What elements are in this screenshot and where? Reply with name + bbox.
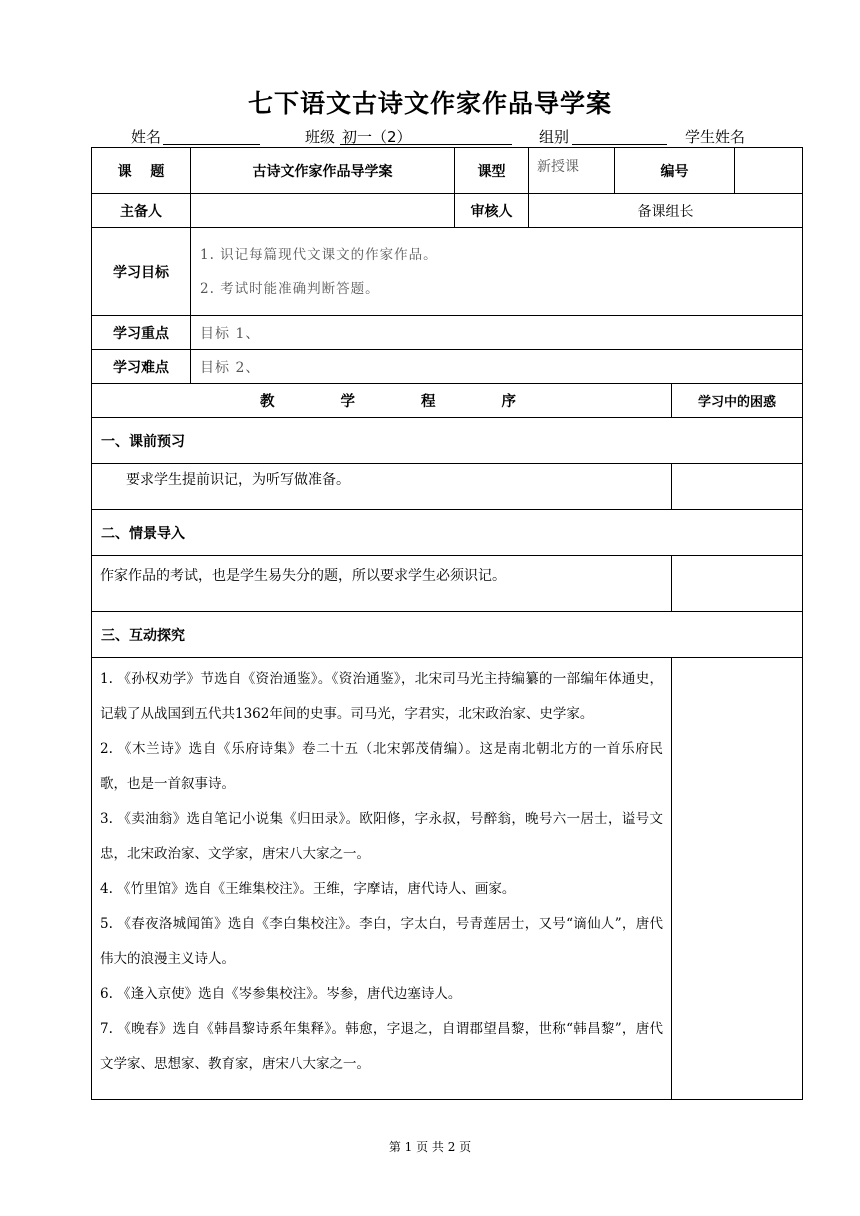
explore-item-4: 4. 《竹里馆》选自《王维集校注》。王维，字摩诘，唐代诗人、画家。: [100, 881, 516, 897]
procedure-char-3: 程: [421, 394, 436, 410]
explore-content-row: [92, 658, 803, 1100]
intro-section-title: 二、情景导入: [92, 510, 803, 556]
number-value[interactable]: [735, 148, 803, 194]
difficulty-value: 目标 2、: [191, 350, 803, 384]
focus-row: [92, 316, 803, 350]
intro-confusion-cell[interactable]: [672, 556, 803, 612]
intro-content-row: [92, 556, 803, 612]
explore-item-2: 2. 《木兰诗》选自《乐府诗集》卷二十五（北宋郭茂倩编）。这是南北朝北方的一首乐府民歌，也是一首叙事诗。: [100, 741, 663, 792]
class-blank[interactable]: [340, 144, 512, 145]
student-info-line: [0, 124, 860, 148]
preview-section-title: 一、课前预习: [92, 418, 803, 464]
explore-item-1: 1. 《孙权劝学》节选自《资治通鉴》。《资治通鉴》，北宋司马光主持编纂的一部编年体通史，记载了从战国到五代共1362年间的史事。司马光，字君实，北宋政治家、史学家。: [100, 671, 663, 722]
explore-item-5: 5. 《春夜洛城闻笛》选自《李白集校注》。李白，字太白，号青莲居士，又号“谪仙人”，唐代伟大的浪漫主义诗人。: [100, 916, 663, 967]
explore-item-7: 7. 《晚春》选自《韩昌黎诗系年集释》。韩愈，字退之，自谓郡望昌黎，世称“韩昌黎”，唐代文学家、思想家、教育家，唐宋八大家之一。: [100, 1021, 663, 1072]
objectives-cell: [191, 228, 803, 316]
class-label: 班级: [305, 128, 336, 146]
page-footer: 第 1 页 共 2 页: [388, 1140, 472, 1154]
confusion-header: 学习中的困惑: [672, 384, 803, 418]
group-blank[interactable]: [572, 144, 667, 145]
name-blank[interactable]: [163, 144, 260, 145]
topic-value: 古诗文作家作品导学案: [191, 148, 455, 194]
explore-item-3: 3. 《卖油翁》选自笔记小说集《归田录》。欧阳修，字永叔，号醉翁，晚号六一居士，谥号文忠，北宋政治家、文学家，唐宋八大家之一。: [100, 811, 663, 862]
preview-title-row: [92, 418, 803, 464]
preview-confusion-cell[interactable]: [672, 464, 803, 510]
type-label: 课型: [455, 148, 529, 194]
name-label: 姓名: [131, 128, 162, 146]
explore-item-6: 6. 《逢入京使》选自《岑参集校注》。岑参，唐代边塞诗人。: [100, 986, 462, 1002]
difficulty-row: [92, 350, 803, 384]
document-title: 七下语文古诗文作家作品导学案: [247, 89, 612, 118]
topic-label: 课 题: [92, 148, 191, 194]
intro-title-row: [92, 510, 803, 556]
intro-text: 作家作品的考试，也是学生易失分的题，所以要求学生必须识记。: [92, 556, 672, 612]
preparer-label: 主备人: [92, 194, 191, 228]
difficulty-label: 学习难点: [92, 350, 191, 384]
objectives-row: [92, 228, 803, 316]
procedure-char-4: 序: [501, 394, 516, 410]
topic-row: [92, 148, 803, 194]
explore-title-row: [92, 612, 803, 658]
focus-value: 目标 1、: [191, 316, 803, 350]
objective-2: 2. 考试时能准确判断答题。: [200, 280, 380, 297]
explore-section-title: 三、互动探究: [92, 612, 803, 658]
procedure-char-2: 学: [340, 394, 355, 410]
preparer-row: [92, 194, 803, 228]
reviewer-value: 备课组长: [529, 194, 803, 228]
reviewer-label: 审核人: [455, 194, 529, 228]
procedure-header: [92, 384, 672, 418]
preparer-value[interactable]: [191, 194, 455, 228]
focus-label: 学习重点: [92, 316, 191, 350]
lesson-plan-table: [91, 147, 803, 1100]
objective-1: 1. 识记每篇现代文课文的作家作品。: [200, 246, 438, 263]
preview-text: 要求学生提前识记，为听写做准备。: [92, 464, 672, 510]
type-value: 新授课: [529, 148, 615, 194]
explore-confusion-cell[interactable]: [672, 658, 803, 1100]
number-label: 编号: [615, 148, 735, 194]
class-value: 初一（2）: [342, 128, 412, 146]
procedure-header-row: [92, 384, 803, 418]
objectives-label: 学习目标: [92, 228, 191, 316]
explore-list: [92, 658, 672, 1100]
preview-content-row: [92, 464, 803, 510]
procedure-char-1: 教: [260, 394, 275, 410]
student-name-label: 学生姓名: [685, 128, 746, 146]
group-label: 组别: [539, 128, 570, 146]
